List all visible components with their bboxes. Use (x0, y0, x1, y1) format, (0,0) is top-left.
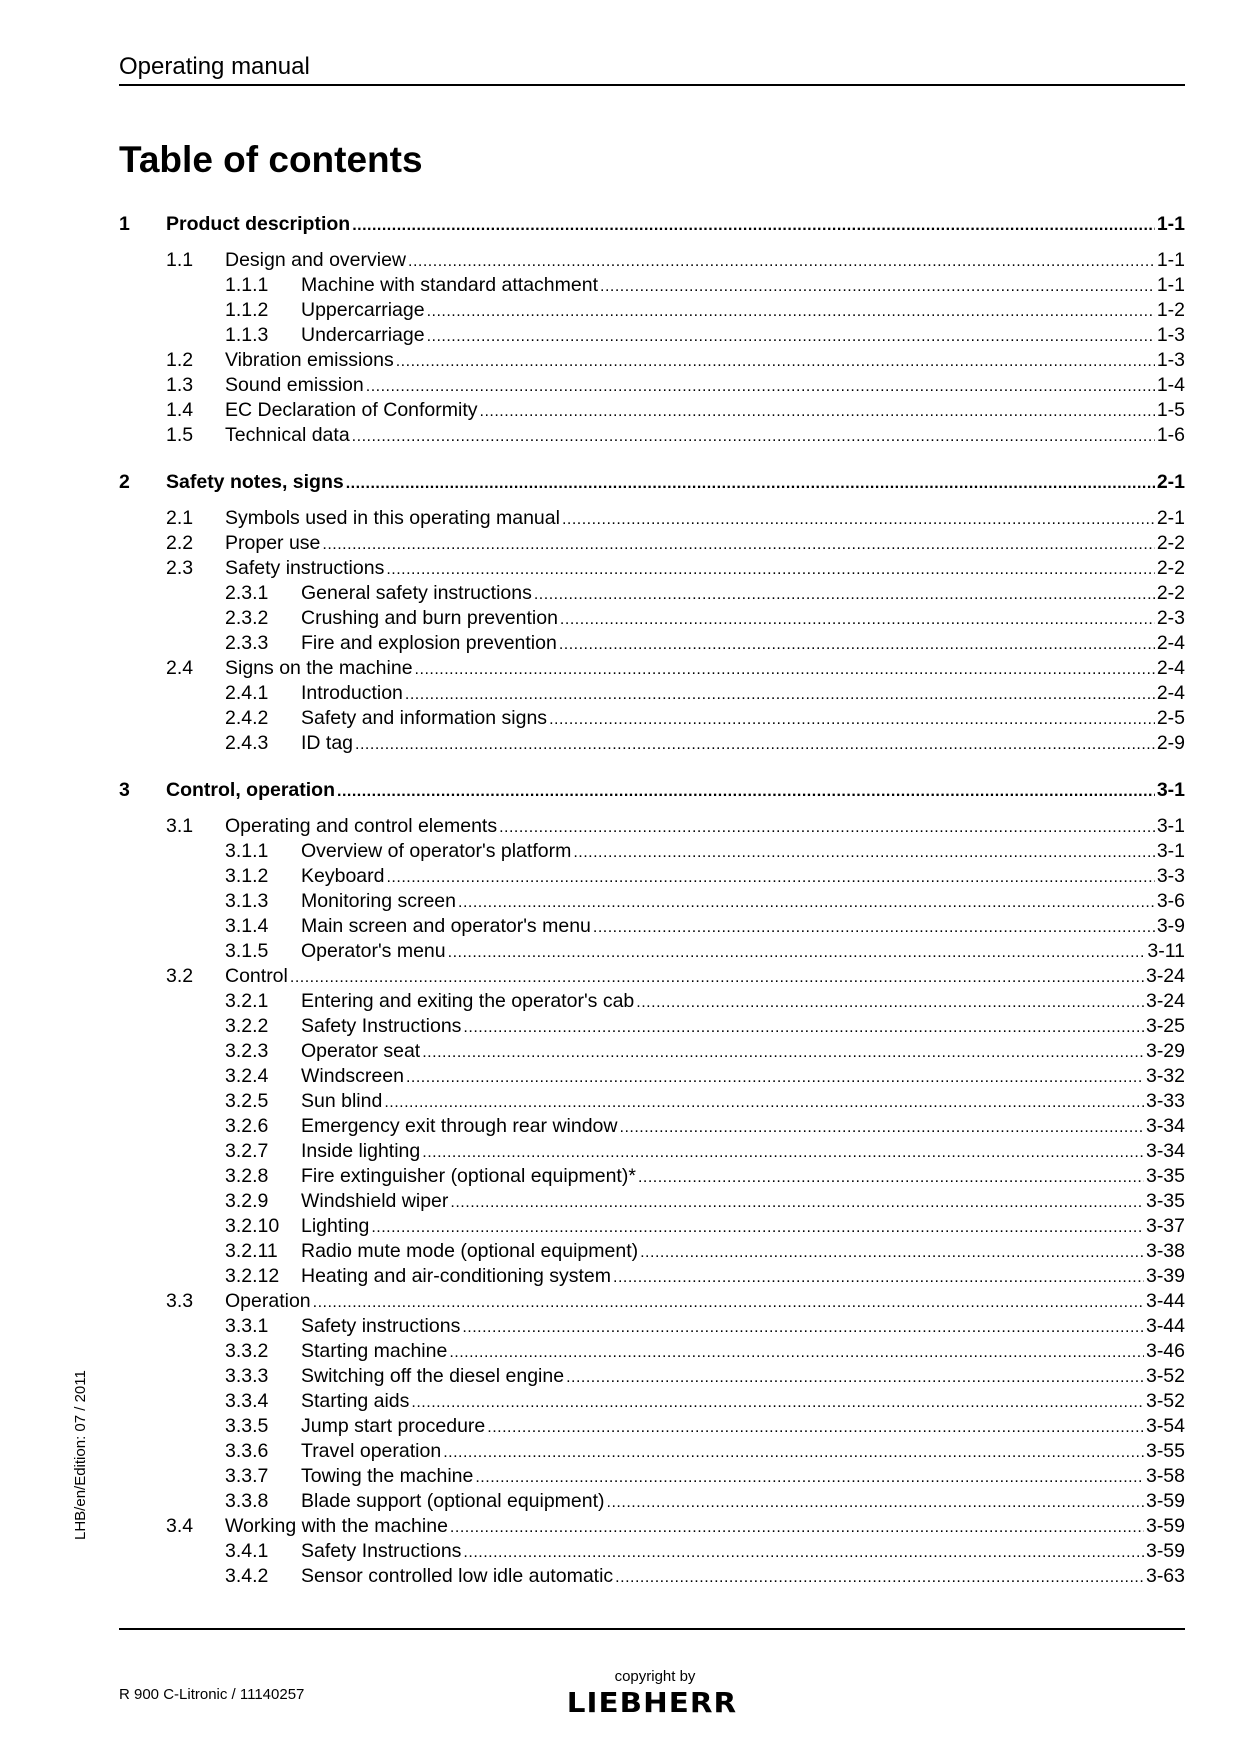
toc-number: 3.4.1 (225, 1540, 269, 1562)
toc-entry-subsection[interactable] (119, 1489, 1185, 1514)
dot-leader (396, 349, 1155, 374)
toc-number: 3.2.7 (225, 1140, 269, 1162)
dot-leader (600, 274, 1155, 299)
toc-entry-subsection[interactable] (119, 1389, 1185, 1414)
toc-page-number: 3-44 (1145, 1315, 1185, 1337)
toc-number: 2.2 (166, 532, 194, 554)
toc-number: 3.2.12 (225, 1265, 280, 1287)
toc-page-number: 3-63 (1145, 1565, 1185, 1587)
dot-leader (450, 1190, 1144, 1215)
toc-entry-section[interactable] (119, 556, 1185, 581)
toc-number: 3.2.1 (225, 990, 269, 1012)
toc-number: 1.4 (166, 399, 194, 421)
dot-leader (346, 471, 1155, 496)
toc-entry-subsection[interactable] (119, 1439, 1185, 1464)
toc-entry-section[interactable] (119, 423, 1185, 448)
toc-page-number: 1-5 (1156, 399, 1185, 421)
dot-leader (636, 990, 1144, 1015)
toc-number: 3.2.3 (225, 1040, 269, 1062)
dot-leader (593, 915, 1155, 940)
dot-leader (352, 424, 1155, 449)
toc-entry-subsection[interactable] (119, 273, 1185, 298)
toc-entry-section[interactable] (119, 348, 1185, 373)
toc-page-number: 1-1 (1156, 213, 1185, 235)
toc-entry-subsection[interactable] (119, 1414, 1185, 1439)
toc-title: Switching off the diesel engine (301, 1365, 565, 1387)
toc-title: Control, operation (166, 779, 335, 801)
footer-divider (119, 1628, 1185, 1630)
toc-page-number: 3-46 (1145, 1340, 1185, 1362)
toc-page-number: 2-1 (1156, 507, 1185, 529)
toc-page-number: 2-4 (1156, 632, 1185, 654)
toc-entry-subsection[interactable] (119, 1539, 1185, 1564)
toc-page-number: 3-59 (1145, 1515, 1185, 1537)
toc-entry-subsection[interactable] (119, 1064, 1185, 1089)
dot-leader (613, 1265, 1144, 1290)
dot-leader (499, 815, 1155, 840)
toc-entry-subsection[interactable] (119, 939, 1185, 964)
toc-title: Product description (166, 213, 351, 235)
toc-title: Starting machine (301, 1340, 448, 1362)
toc-page-number: 1-3 (1156, 324, 1185, 346)
toc-number: 3.2.9 (225, 1190, 269, 1212)
dot-leader (559, 632, 1155, 657)
dot-leader (475, 1465, 1144, 1490)
toc-title: Blade support (optional equipment) (301, 1490, 605, 1512)
toc-title: Towing the machine (301, 1465, 474, 1487)
dot-leader (422, 1140, 1144, 1165)
toc-page-number: 3-35 (1145, 1190, 1185, 1212)
toc-number: 3.3.2 (225, 1340, 269, 1362)
toc-entry-section[interactable] (119, 373, 1185, 398)
toc-entry-subsection[interactable] (119, 914, 1185, 939)
toc-page-number: 1-6 (1156, 424, 1185, 446)
dot-leader (573, 840, 1154, 865)
toc-page-number: 3-9 (1156, 915, 1185, 937)
toc-entry-section[interactable] (119, 656, 1185, 681)
toc-page-number: 2-3 (1156, 607, 1185, 629)
toc-number: 3.2.8 (225, 1165, 269, 1187)
toc-title: Sensor controlled low idle automatic (301, 1565, 614, 1587)
dot-leader (408, 249, 1155, 274)
toc-page-number: 1-1 (1156, 249, 1185, 271)
toc-page-number: 3-6 (1156, 890, 1185, 912)
toc-number: 3.1.5 (225, 940, 269, 962)
toc-entry-subsection[interactable] (119, 989, 1185, 1014)
toc-entry-section[interactable] (119, 814, 1185, 839)
toc-title: Main screen and operator's menu (301, 915, 591, 937)
toc-entry-subsection[interactable] (119, 1014, 1185, 1039)
dot-leader (480, 399, 1155, 424)
toc-entry-section[interactable] (119, 398, 1185, 423)
toc-number: 3.2.2 (225, 1015, 269, 1037)
toc-title: Undercarriage (301, 324, 425, 346)
toc-number: 3.3.7 (225, 1465, 269, 1487)
toc-title: Technical data (225, 424, 350, 446)
toc-number: 3.2.6 (225, 1115, 269, 1137)
toc-entry-chapter[interactable] (119, 778, 1185, 803)
dot-leader (640, 1240, 1144, 1265)
toc-entry-section[interactable] (119, 506, 1185, 531)
toc-title: Safety and information signs (301, 707, 548, 729)
dot-leader (405, 682, 1155, 707)
toc-title: Control (225, 965, 288, 987)
dot-leader (406, 1065, 1144, 1090)
dot-leader (448, 940, 1146, 965)
toc-title: Overview of operator's platform (301, 840, 572, 862)
toc-title: Safety notes, signs (166, 471, 344, 493)
toc-page-number: 2-5 (1156, 707, 1185, 729)
toc-page-number: 2-4 (1156, 657, 1185, 679)
toc-entry-section[interactable] (119, 1289, 1185, 1314)
toc-number: 1.1.3 (225, 324, 269, 346)
toc-number: 3.3.8 (225, 1490, 269, 1512)
toc-number: 3.1.4 (225, 915, 269, 937)
toc-number: 3.3.3 (225, 1365, 269, 1387)
toc-entry-subsection[interactable] (119, 839, 1185, 864)
toc-title: Monitoring screen (301, 890, 456, 912)
toc-number: 3.3.1 (225, 1315, 269, 1337)
dot-leader (386, 557, 1154, 582)
dot-leader (371, 1215, 1144, 1240)
toc-title: Sun blind (301, 1090, 383, 1112)
toc-number: 3.2 (166, 965, 194, 987)
toc-entry-subsection[interactable] (119, 1214, 1185, 1239)
toc-entry-subsection[interactable] (119, 1089, 1185, 1114)
toc-entry-subsection[interactable] (119, 1364, 1185, 1389)
toc-title: Jump start procedure (301, 1415, 486, 1437)
toc-title: Radio mute mode (optional equipment) (301, 1240, 639, 1262)
toc-page-number: 1-2 (1156, 299, 1185, 321)
dot-leader (411, 1390, 1144, 1415)
toc-number: 3.1.2 (225, 865, 269, 887)
toc-title: Safety Instructions (301, 1015, 462, 1037)
toc-entry-subsection[interactable] (119, 1239, 1185, 1264)
dot-leader (422, 1040, 1144, 1065)
toc-number: 1.5 (166, 424, 194, 446)
toc-page-number: 3-34 (1145, 1140, 1185, 1162)
toc-number: 2.4.2 (225, 707, 269, 729)
dot-leader (337, 779, 1155, 804)
toc-title: ID tag (301, 732, 354, 754)
toc-page-number: 3-33 (1145, 1090, 1185, 1112)
toc-number: 3.1.1 (225, 840, 269, 862)
dot-leader (427, 324, 1155, 349)
toc-title: Safety instructions (225, 557, 385, 579)
toc-entry-subsection[interactable] (119, 606, 1185, 631)
toc-page-number: 3-37 (1145, 1215, 1185, 1237)
toc-page-number: 3-55 (1145, 1440, 1185, 1462)
toc-entry-subsection[interactable] (119, 1564, 1185, 1589)
toc-page-number: 3-11 (1147, 940, 1185, 962)
toc-number: 3.4 (166, 1515, 194, 1537)
toc-page-number: 3-1 (1156, 815, 1185, 837)
toc-number: 3.2.10 (225, 1215, 280, 1237)
toc-page-number: 3-59 (1145, 1490, 1185, 1512)
toc-page-number: 3-3 (1156, 865, 1185, 887)
toc-title: Design and overview (225, 249, 407, 271)
toc-title: Heating and air-conditioning system (301, 1265, 612, 1287)
toc-page-number: 2-2 (1156, 532, 1185, 554)
dot-leader (566, 1365, 1144, 1390)
toc-entry-section[interactable] (119, 964, 1185, 989)
toc-page-number: 1-4 (1156, 374, 1185, 396)
toc-entry-chapter[interactable] (119, 470, 1185, 495)
toc-page-number: 1-1 (1156, 274, 1185, 296)
toc-title: Windshield wiper (301, 1190, 449, 1212)
toc-title: Operator's menu (301, 940, 446, 962)
toc-number: 3.2.5 (225, 1090, 269, 1112)
dot-leader (384, 1090, 1144, 1115)
dot-leader (562, 507, 1155, 532)
toc-page-number: 2-1 (1156, 471, 1185, 493)
toc-title: Windscreen (301, 1065, 404, 1087)
toc-title: Safety Instructions (301, 1540, 462, 1562)
dot-leader (615, 1565, 1144, 1590)
toc-page-number: 3-35 (1145, 1165, 1185, 1187)
toc-entry-subsection[interactable] (119, 631, 1185, 656)
toc-title: Safety instructions (301, 1315, 461, 1337)
page-title: Table of contents (119, 139, 423, 180)
toc-entry-section[interactable] (119, 1514, 1185, 1539)
toc-number: 3.3.5 (225, 1415, 269, 1437)
dot-leader (443, 1440, 1144, 1465)
toc-title: Machine with standard attachment (301, 274, 598, 296)
toc-title: Vibration emissions (225, 349, 394, 371)
toc-entry-subsection[interactable] (119, 706, 1185, 731)
model-number: R 900 C-Litronic / 11140257 (119, 1686, 305, 1703)
dot-leader (352, 213, 1155, 238)
toc-entry-chapter[interactable] (119, 212, 1185, 237)
dot-leader (366, 374, 1155, 399)
dot-leader (458, 890, 1155, 915)
toc-title: Introduction (301, 682, 403, 704)
toc-title: Working with the machine (225, 1515, 448, 1537)
copyright-text: copyright by (614, 1668, 696, 1685)
toc-page-number: 3-32 (1145, 1065, 1185, 1087)
toc-number: 2.4 (166, 657, 194, 679)
toc-number: 1.2 (166, 349, 194, 371)
toc-number: 3 (119, 779, 130, 801)
toc-entry-subsection[interactable] (119, 1314, 1185, 1339)
toc-title: Fire and explosion prevention (301, 632, 557, 654)
toc-title: Travel operation (301, 1440, 442, 1462)
dot-leader (415, 657, 1155, 682)
header-divider (119, 84, 1185, 86)
toc-title: General safety instructions (301, 582, 532, 604)
dot-leader (487, 1415, 1144, 1440)
toc-title: Lighting (301, 1215, 370, 1237)
toc-entry-subsection[interactable] (119, 681, 1185, 706)
toc-entry-subsection[interactable] (119, 1164, 1185, 1189)
toc-title: Emergency exit through rear window (301, 1115, 618, 1137)
toc-entry-subsection[interactable] (119, 1039, 1185, 1064)
toc-entry-subsection[interactable] (119, 889, 1185, 914)
dot-leader (427, 299, 1155, 324)
toc-title: Uppercarriage (301, 299, 425, 321)
toc-number: 1 (119, 213, 130, 235)
toc-page-number: 3-1 (1156, 840, 1185, 862)
toc-entry-subsection[interactable] (119, 1139, 1185, 1164)
toc-number: 3.2.11 (225, 1240, 278, 1262)
dot-leader (607, 1490, 1144, 1515)
toc-entry-subsection[interactable] (119, 581, 1185, 606)
toc-number: 1.1 (166, 249, 194, 271)
toc-page-number: 3-24 (1145, 990, 1185, 1012)
table-of-contents (119, 212, 1185, 1589)
toc-title: Operation (225, 1290, 311, 1312)
toc-page-number: 3-59 (1145, 1540, 1185, 1562)
toc-page-number: 3-58 (1145, 1465, 1185, 1487)
dot-leader (463, 1015, 1144, 1040)
dot-leader (463, 1540, 1144, 1565)
toc-page-number: 2-4 (1156, 682, 1185, 704)
toc-page-number: 2-2 (1156, 582, 1185, 604)
dot-leader (322, 532, 1154, 557)
toc-page-number: 2-2 (1156, 557, 1185, 579)
toc-page-number: 3-52 (1145, 1390, 1185, 1412)
dot-leader (449, 1340, 1144, 1365)
toc-page-number: 3-29 (1145, 1040, 1185, 1062)
toc-title: Entering and exiting the operator's cab (301, 990, 635, 1012)
dot-leader (549, 707, 1155, 732)
toc-number: 1.1.1 (225, 274, 269, 296)
toc-title: Signs on the machine (225, 657, 413, 679)
toc-number: 3.1.3 (225, 890, 269, 912)
toc-number: 3.1 (166, 815, 194, 837)
toc-number: 3.3.4 (225, 1390, 269, 1412)
toc-entry-subsection[interactable] (119, 1114, 1185, 1139)
toc-title: Operator seat (301, 1040, 421, 1062)
toc-entry-section[interactable] (119, 531, 1185, 556)
toc-number: 2.3 (166, 557, 194, 579)
toc-title: Symbols used in this operating manual (225, 507, 560, 529)
toc-title: Operating and control elements (225, 815, 498, 837)
toc-title: Starting aids (301, 1390, 410, 1412)
running-header: Operating manual (119, 53, 310, 80)
toc-entry-subsection[interactable] (119, 1339, 1185, 1364)
toc-number: 1.3 (166, 374, 194, 396)
toc-page-number: 1-3 (1156, 349, 1185, 371)
dot-leader (313, 1290, 1144, 1315)
toc-page-number: 2-9 (1156, 732, 1185, 754)
toc-page-number: 3-25 (1145, 1015, 1185, 1037)
toc-page-number: 3-39 (1145, 1265, 1185, 1287)
dot-leader (462, 1315, 1144, 1340)
toc-page-number: 3-38 (1145, 1240, 1185, 1262)
toc-entry-subsection[interactable] (119, 323, 1185, 348)
toc-page-number: 3-54 (1145, 1415, 1185, 1437)
toc-title: Proper use (225, 532, 321, 554)
toc-page-number: 3-44 (1145, 1290, 1185, 1312)
toc-number: 2.3.1 (225, 582, 269, 604)
toc-number: 3.3.6 (225, 1440, 269, 1462)
toc-page-number: 3-52 (1145, 1365, 1185, 1387)
toc-entry-subsection[interactable] (119, 1189, 1185, 1214)
dot-leader (290, 965, 1144, 990)
toc-title: Inside lighting (301, 1140, 421, 1162)
dot-leader (450, 1515, 1144, 1540)
toc-number: 2.3.2 (225, 607, 269, 629)
toc-number: 1.1.2 (225, 299, 269, 321)
toc-number: 3.3 (166, 1290, 194, 1312)
toc-page-number: 3-24 (1145, 965, 1185, 987)
toc-number: 3.4.2 (225, 1565, 269, 1587)
toc-number: 2.3.3 (225, 632, 269, 654)
dot-leader (620, 1115, 1144, 1140)
toc-entry-subsection[interactable] (119, 1264, 1185, 1289)
toc-title: Keyboard (301, 865, 385, 887)
toc-page-number: 3-34 (1145, 1115, 1185, 1137)
dot-leader (355, 732, 1155, 757)
toc-entry-subsection[interactable] (119, 1464, 1185, 1489)
dot-leader (560, 607, 1155, 632)
dot-leader (386, 865, 1154, 890)
toc-number: 2.4.3 (225, 732, 269, 754)
toc-number: 3.2.4 (225, 1065, 269, 1087)
dot-leader (534, 582, 1155, 607)
toc-number: 2.1 (166, 507, 194, 529)
toc-title: Crushing and burn prevention (301, 607, 558, 629)
toc-title: EC Declaration of Conformity (225, 399, 478, 421)
liebherr-logo: LIEBHERR (566, 1686, 738, 1719)
dot-leader (638, 1165, 1144, 1190)
toc-number: 2.4.1 (225, 682, 269, 704)
toc-number: 2 (119, 471, 130, 493)
toc-entry-subsection[interactable] (119, 731, 1185, 756)
toc-entry-section[interactable] (119, 248, 1185, 273)
toc-entry-subsection[interactable] (119, 864, 1185, 889)
edition-note: LHB/en/Edition: 07 / 2011 (72, 1370, 89, 1540)
toc-title: Sound emission (225, 374, 364, 396)
toc-title: Fire extinguisher (optional equipment)* (301, 1165, 636, 1187)
toc-entry-subsection[interactable] (119, 298, 1185, 323)
toc-page-number: 3-1 (1156, 779, 1185, 801)
